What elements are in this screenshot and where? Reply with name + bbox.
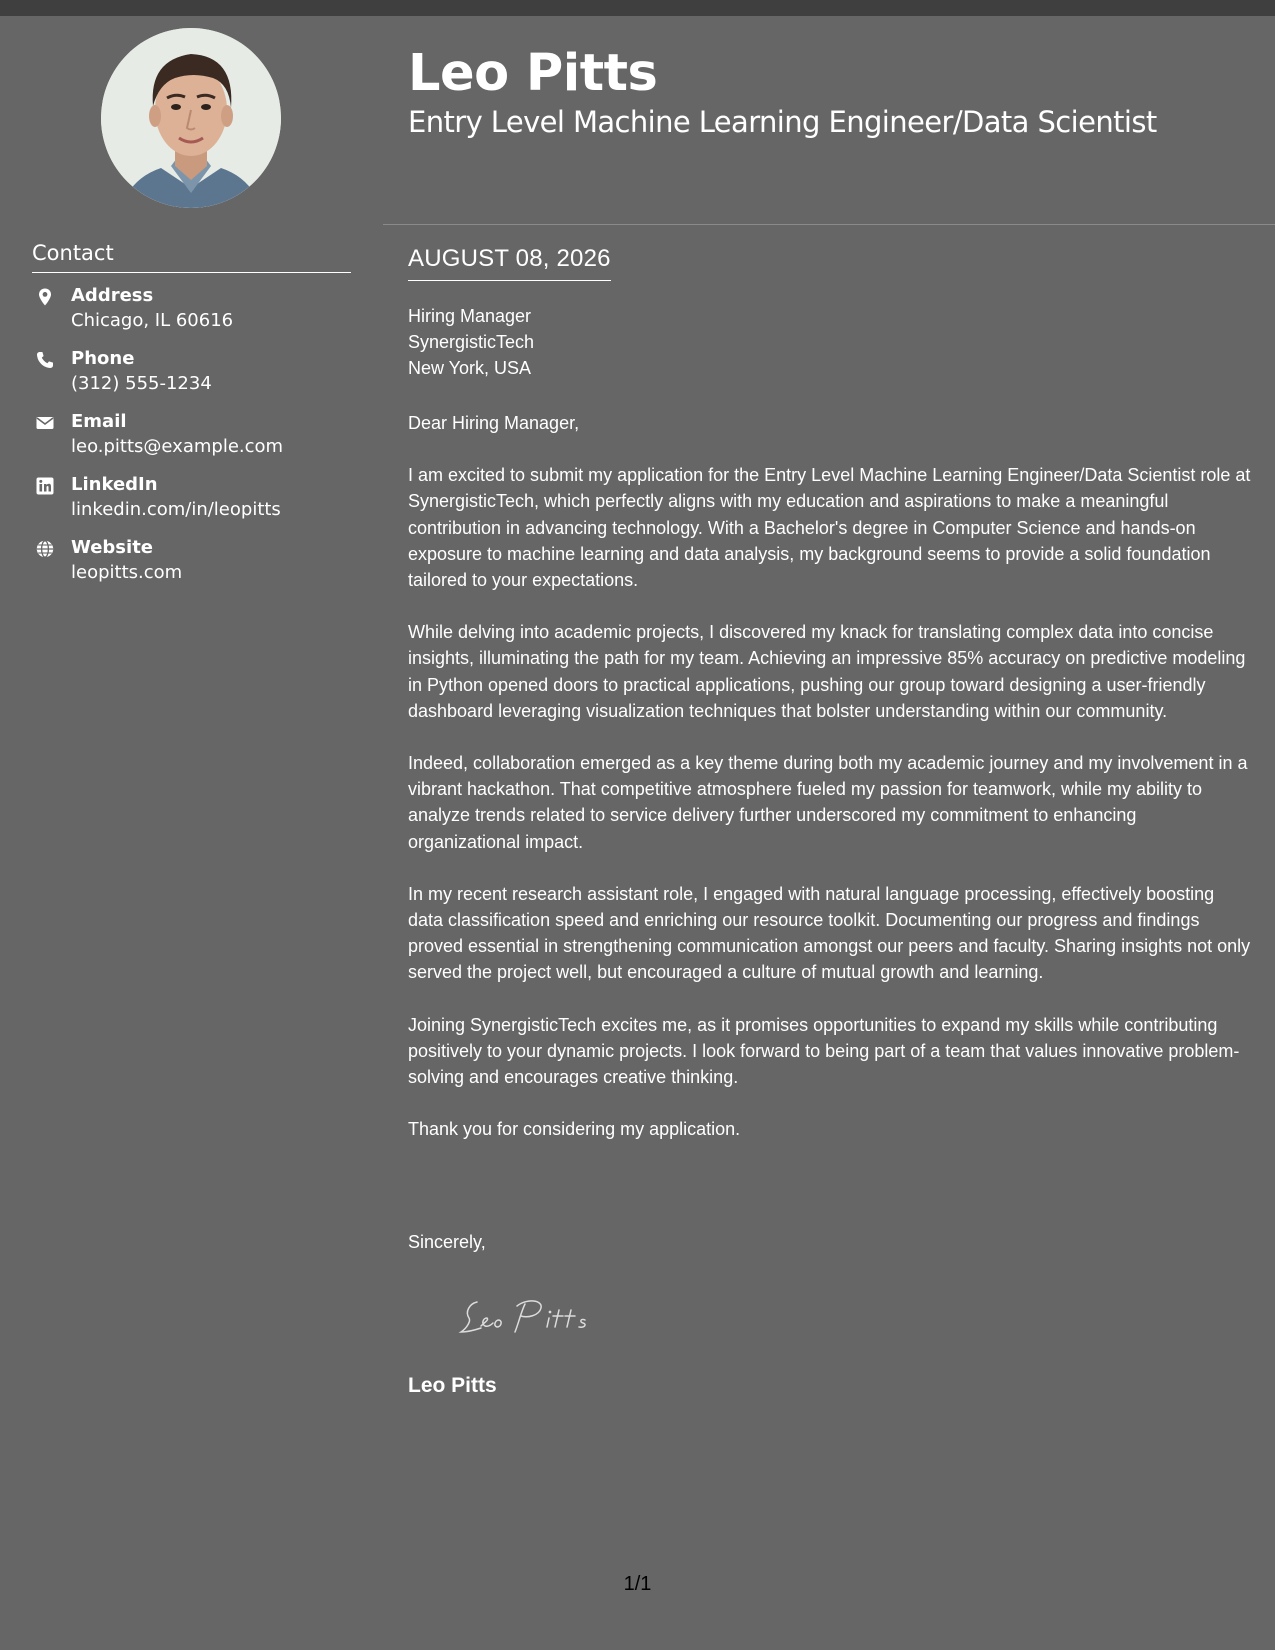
top-bar xyxy=(0,0,1275,16)
contact-label: Email xyxy=(71,411,127,432)
letter-paragraph: Indeed, collaboration emerged as a key theme during both my academic journey and my involvement in a vibrant hackathon. That competitive atmosphere fueled my passion for teamwork, while my ability to analyze trends related to service delivery further underscored my commitment to enhancing organizational impact. xyxy=(408,753,1248,852)
contact-item-website xyxy=(32,537,352,600)
envelope-icon xyxy=(36,414,54,432)
contact-value: Chicago, IL 60616 xyxy=(71,310,234,331)
contact-value: (312) 555-1234 xyxy=(71,373,212,394)
contact-item-phone xyxy=(32,348,352,411)
signer-name: Leo Pitts xyxy=(408,1374,497,1397)
avatar xyxy=(101,28,281,208)
signature xyxy=(455,1290,625,1340)
linkedin-icon xyxy=(36,477,54,495)
applicant-name: Leo Pitts xyxy=(408,44,658,103)
phone-icon xyxy=(36,351,54,369)
contact-item-linkedin xyxy=(32,474,352,537)
contact-item-address xyxy=(32,285,352,348)
letter-paragraph: Thank you for considering my application. xyxy=(408,1119,741,1140)
contact-heading: Contact xyxy=(32,240,351,273)
map-pin-icon xyxy=(36,288,54,306)
page-number: 1/1 xyxy=(623,1573,652,1595)
contact-label: LinkedIn xyxy=(71,474,158,495)
letter-body xyxy=(408,410,1253,1168)
contact-value[interactable]: leo.pitts@example.com xyxy=(71,436,284,457)
letter-date: AUGUST 08, 2026 xyxy=(408,244,611,281)
contact-value[interactable]: leopitts.com xyxy=(71,562,183,583)
contact-value[interactable]: linkedin.com/in/leopitts xyxy=(71,499,281,520)
contact-list xyxy=(32,285,352,600)
contact-label: Phone xyxy=(71,348,135,369)
recipient-line: Hiring Manager xyxy=(408,306,532,326)
recipient-line: SynergisticTech xyxy=(408,332,535,352)
contact-item-email xyxy=(32,411,352,474)
recipient-block xyxy=(408,303,534,381)
closing: Sincerely, xyxy=(408,1232,486,1252)
job-title: Entry Level Machine Learning Engineer/Data Scientist xyxy=(408,105,1157,139)
recipient-line: New York, USA xyxy=(408,358,532,378)
letter-paragraph: In my recent research assistant role, I engaged with natural language processing, effectively boosting data classification speed and enriching our resource toolkit. Documenting our progress and findings proved essential in strengthening communication amongst our peers and faculty. Sharing insights not only served the project well, but encouraged a culture of mutual growth and learning. xyxy=(408,883,1251,983)
contact-label: Address xyxy=(71,285,154,306)
letter-paragraph: While delving into academic projects, I discovered my knack for translating complex data into concise insights, illuminating the path for my team. Achieving an impressive 85% accuracy on predictive modeling in Python opened doors to practical applications, pushing our group toward designing a user-friendly dashboard leveraging visualization techniques that bolster understanding within our community. xyxy=(408,622,1246,721)
contact-label: Website xyxy=(71,537,154,558)
letter-paragraph: Joining SynergisticTech excites me, as it promises opportunities to expand my skills while contributing positively to your dynamic projects. I look forward to being part of a team that values innovative problem-solving and encourages creative thinking. xyxy=(408,1014,1240,1088)
salutation: Dear Hiring Manager, xyxy=(408,413,580,433)
letter-paragraph: I am excited to submit my application for the Entry Level Machine Learning Engineer/Data Scientist role at SynergisticTech, which perfectly aligns with my education and aspirations to make a meaningful contribution in advancing technology. With a Bachelor's degree in Computer Science and hands-on exposure to machine learning and data analysis, my background seems to provide a solid foundation tailored to your expectations. xyxy=(408,465,1251,591)
header-divider xyxy=(383,224,1275,225)
globe-icon xyxy=(36,540,54,558)
